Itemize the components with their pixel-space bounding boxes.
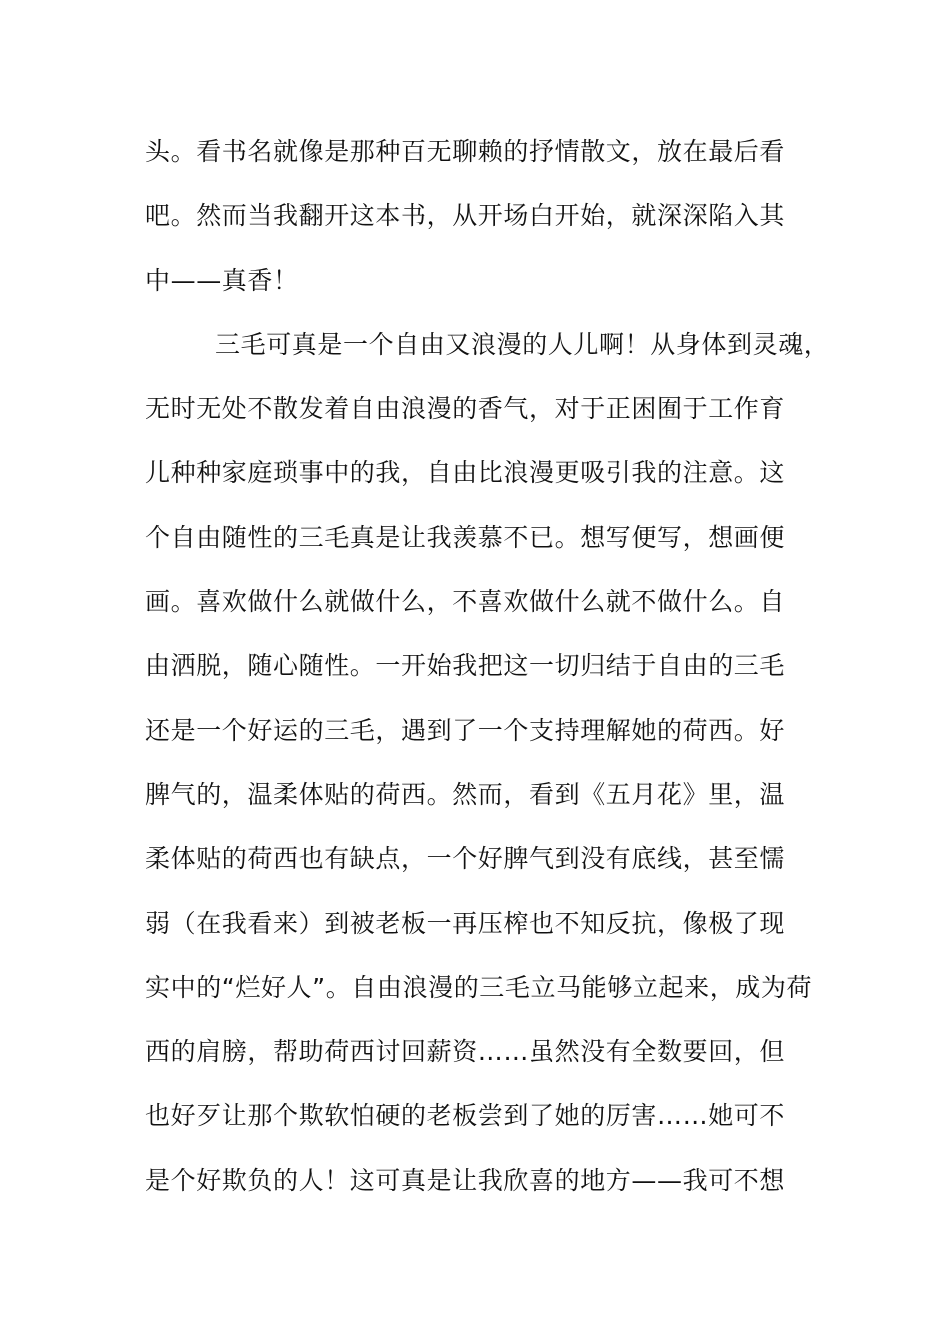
text-line: 西的肩膀，帮助荷西讨回薪资……虽然没有全数要回，但	[145, 1037, 786, 1067]
text-line: 是个好欺负的人！这可真是让我欣喜的地方——我可不想	[145, 1165, 786, 1195]
paragraph-first-line: 三毛可真是一个自由又浪漫的人儿啊！从身体到灵魂，	[215, 329, 830, 359]
text-line: 无时无处不散发着自由浪漫的香气，对于正困囿于工作育	[145, 394, 786, 424]
text-line: 实中的“烂好人”。自由浪漫的三毛立马能够立起来，成为荷	[145, 972, 813, 1002]
text-line: 画。喜欢做什么就做什么，不喜欢做什么就不做什么。自	[145, 587, 786, 617]
body-text	[145, 120, 845, 1213]
text-line: 儿种种家庭琐事中的我，自由比浪漫更吸引我的注意。这	[145, 458, 786, 488]
text-line: 脾气的，温柔体贴的荷西。然而，看到《五月花》里，温	[145, 779, 786, 809]
text-line: 由洒脱，随心随性。一开始我把这一切归结于自由的三毛	[145, 651, 786, 681]
text-line: 中——真香！	[145, 265, 299, 295]
text-line: 还是一个好运的三毛，遇到了一个支持理解她的荷西。好	[145, 715, 786, 745]
text-line: 头。看书名就像是那种百无聊赖的抒情散文，放在最后看	[145, 137, 786, 166]
text-line: 个自由随性的三毛真是让我羡慕不已。想写便写，想画便	[145, 522, 786, 552]
text-line: 柔体贴的荷西也有缺点，一个好脾气到没有底线，甚至懦	[145, 844, 786, 874]
text-line: 也好歹让那个欺软怕硬的老板尝到了她的厉害……她可不	[145, 1101, 786, 1131]
text-line: 弱（在我看来）到被老板一再压榨也不知反抗，像极了现	[145, 908, 786, 938]
text-line: 吧。然而当我翻开这本书，从开场白开始，就深深陷入其	[145, 201, 786, 231]
